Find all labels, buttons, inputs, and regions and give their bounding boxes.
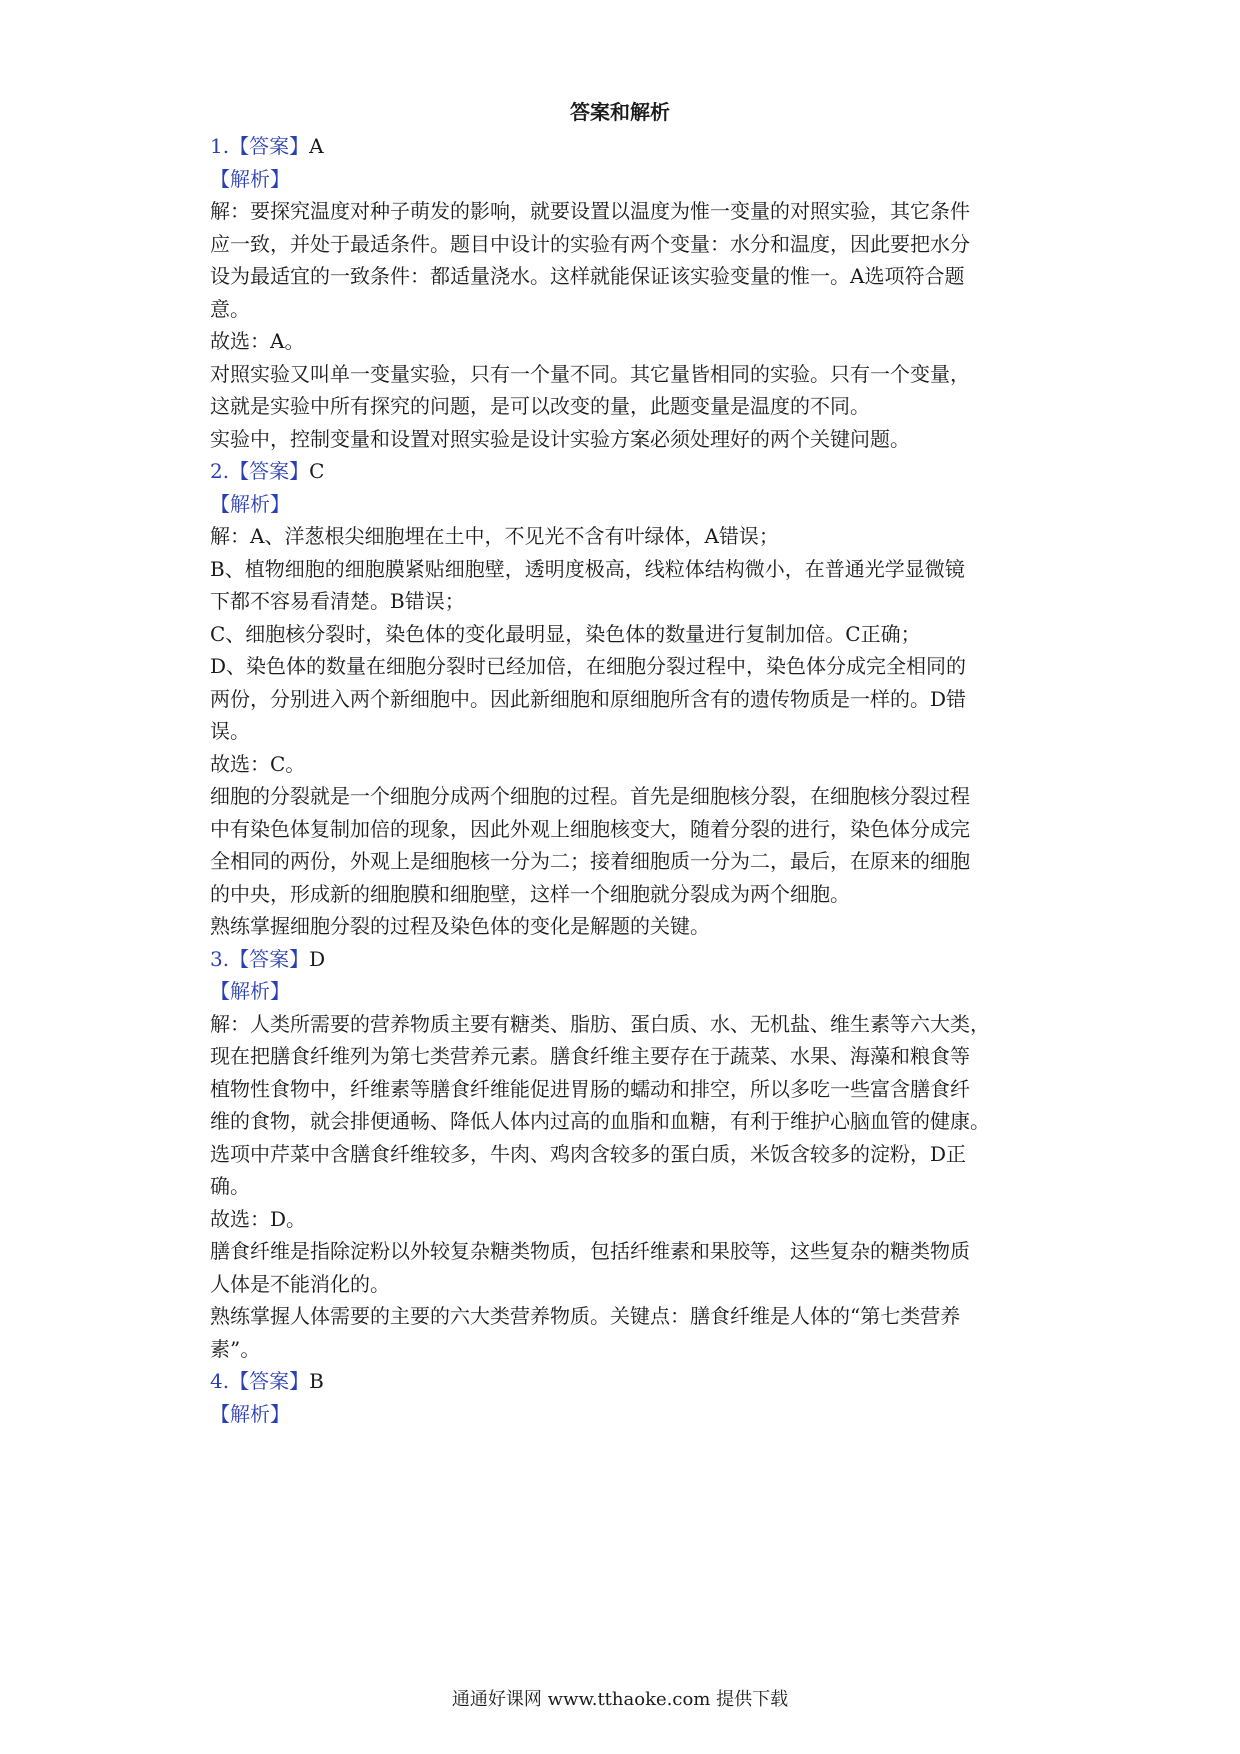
q3-text-line: 植物性食物中，纤维素等膳食纤维能促进胃肠的蠕动和排空，所以多吃一些富含膳食纤 xyxy=(210,1076,970,1101)
footer-source: 通通好课网 www.tthaoke.com 提供下载 xyxy=(451,1689,789,1710)
q2-text-line: 解：A、洋葱根尖细胞埋在土中，不见光不含有叶绿体，A错误； xyxy=(210,524,779,548)
q1-analysis-tag: 【解析】 xyxy=(210,166,290,191)
q1-text-line: 解：要探究温度对种子萌发的影响，就要设置以温度为惟一变量的对照实验，其它条件 xyxy=(210,199,970,223)
q2-text-line: 的中央，形成新的细胞膜和细胞壁，这样一个细胞就分裂成为两个细胞。 xyxy=(210,881,850,906)
q2-text-line: B、植物细胞的细胞膜紧贴细胞壁，透明度极高，线粒体结构微小，在普通光学显微镜 xyxy=(210,556,965,581)
q3-text-line: 膳食纤维是指除淀粉以外较复杂糖类物质，包括纤维素和果胶等，这些复杂的糖类物质 xyxy=(210,1239,970,1263)
q3-text-line: 选项中芹菜中含膳食纤维较多，牛肉、鸡肉含较多的蛋白质，米饭含较多的淀粉，D正 xyxy=(210,1141,967,1166)
q1-answer-tag: 1.【答案】 xyxy=(210,134,310,158)
q2-text-line: D、染色体的数量在细胞分裂时已经加倍，在细胞分裂过程中，染色体分成完全相同的 xyxy=(210,654,967,678)
q3-text-line: 现在把膳食纤维列为第七类营养元素。膳食纤维主要存在于蔬菜、水果、海藻和粮食等 xyxy=(210,1044,970,1068)
q3-text-line: 故选：D。 xyxy=(210,1206,307,1231)
q2-text-line: 误。 xyxy=(210,719,250,743)
q3-text-line: 熟练掌握人体需要的主要的六大类营养物质。关键点：膳食纤维是人体的“第七类营养 xyxy=(210,1304,961,1328)
q3-analysis-tag: 【解析】 xyxy=(210,979,290,1003)
q2-text-line: 熟练掌握细胞分裂的过程及染色体的变化是解题的关键。 xyxy=(210,914,710,938)
q4-answer-tag: 4.【答案】 xyxy=(210,1369,310,1393)
q4-analysis-tag: 【解析】 xyxy=(210,1401,290,1426)
answer-content xyxy=(210,130,1040,1430)
q3-text-line: 确。 xyxy=(210,1174,250,1198)
q3-answer-line xyxy=(210,943,1040,976)
q4-answer-line xyxy=(210,1365,1040,1398)
q1-text-line: 设为最适宜的一致条件：都适量浇水。这样就能保证该实验变量的惟一。A选项符合题 xyxy=(210,264,965,288)
q3-answer-value: D xyxy=(309,946,326,971)
q2-text-line: 中有染色体复制加倍的现象，因此外观上细胞核变大，随着分裂的进行，染色体分成完 xyxy=(210,816,970,841)
q2-text-line: 细胞的分裂就是一个细胞分成两个细胞的过程。首先是细胞核分裂，在细胞核分裂过程 xyxy=(210,784,970,808)
q1-text-line: 故选：A。 xyxy=(210,329,305,353)
q1-text-line: 对照实验又叫单一变量实验，只有一个量不同。其它量皆相同的实验。只有一个变量， xyxy=(210,361,970,386)
q1-text-line: 应一致，并处于最适条件。题目中设计的实验有两个变量：水分和温度，因此要把水分 xyxy=(210,231,970,256)
q2-text-line: 两份，分别进入两个新细胞中。因此新细胞和原细胞所含有的遗传物质是一样的。D错 xyxy=(210,686,967,711)
q2-text-line: 故选：C。 xyxy=(210,751,306,776)
q3-text-line: 人体是不能消化的。 xyxy=(210,1271,390,1296)
q2-analysis-tag: 【解析】 xyxy=(210,491,290,516)
q2-answer-tag: 2.【答案】 xyxy=(210,459,310,483)
q3-text-line: 素”。 xyxy=(210,1336,261,1361)
q1-answer-line xyxy=(210,130,1040,163)
q1-text-line: 实验中，控制变量和设置对照实验是设计实验方案必须处理好的两个关键问题。 xyxy=(210,426,910,451)
q3-text-line: 维的食物，就会排便通畅、降低人体内过高的血脂和血糖，有利于维护心脑血管的健康。 xyxy=(210,1109,990,1133)
q4-answer-value: B xyxy=(309,1369,324,1393)
q1-text-line: 意。 xyxy=(210,296,250,321)
q1-answer-value: A xyxy=(309,134,324,158)
q3-answer-tag: 3.【答案】 xyxy=(210,946,310,971)
q2-answer-line xyxy=(210,455,1040,488)
q2-text-line: 下都不容易看清楚。B错误； xyxy=(210,589,465,613)
q3-text-line: 解：人类所需要的营养物质主要有糖类、脂肪、蛋白质、水、无机盐、维生素等六大类， xyxy=(210,1011,990,1036)
page-title: 答案和解析 xyxy=(570,100,670,124)
q1-text-line: 这就是实验中所有探究的问题，是可以改变的量，此题变量是温度的不同。 xyxy=(210,394,870,418)
q2-answer-value: C xyxy=(309,459,325,483)
q2-text-line: C、细胞核分裂时，染色体的变化最明显，染色体的数量进行复制加倍。C正确； xyxy=(210,621,921,646)
q2-text-line: 全相同的两份，外观上是细胞核一分为二；接着细胞质一分为二，最后，在原来的细胞 xyxy=(210,849,970,873)
